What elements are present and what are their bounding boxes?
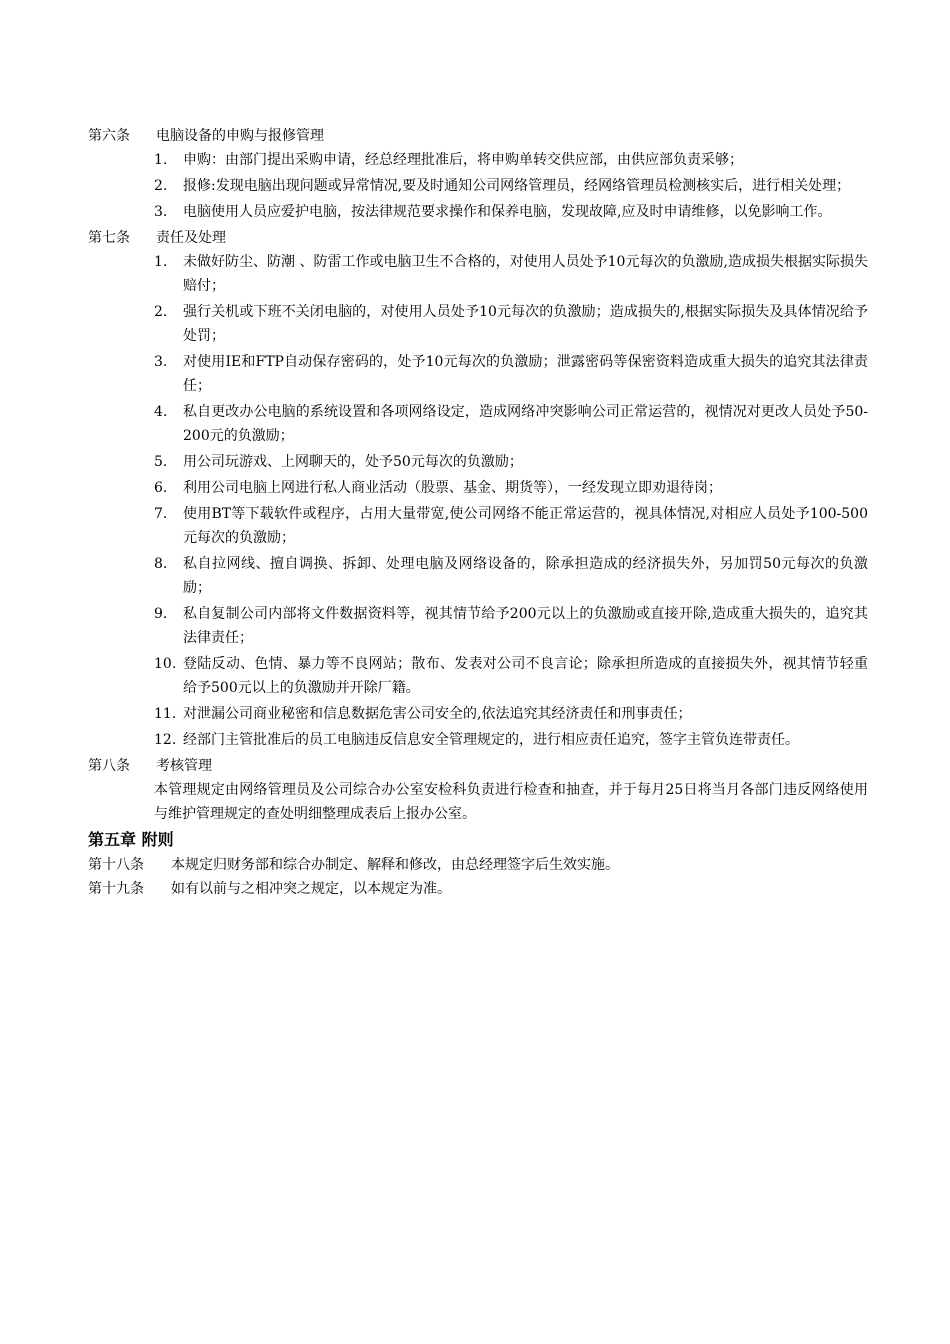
list-item	[154, 702, 868, 726]
article-6-list	[88, 148, 868, 224]
document-content	[88, 124, 868, 901]
list-item	[154, 200, 868, 224]
list-item-number: 12.	[154, 732, 177, 748]
list-item	[154, 476, 868, 500]
list-item-number: 4.	[154, 404, 168, 420]
article-19-text: 如有以前与之相冲突之规定，以本规定为准。	[171, 881, 451, 897]
article-7-list	[88, 250, 868, 752]
list-item-text: 报修:发现电脑出现问题或异常情况,要及时通知公司网络管理员，经网络管理员检测核实后，进行相关处理；	[183, 178, 851, 194]
list-item-text: 私自更改办公电脑的系统设置和各项网络设定，造成网络冲突影响公司正常运营的，视情况对更改人员处予50-200元的负激励；	[183, 404, 868, 444]
list-item-number: 5.	[154, 454, 168, 470]
list-item-number: 7.	[154, 506, 168, 522]
list-item-text: 私自复制公司内部将文件数据资料等，视其情节给予200元以上的负激励或直接开除,造成重大损失的，追究其法律责任；	[183, 606, 868, 646]
list-item-text: 电脑使用人员应爱护电脑，按法律规范要求操作和保养电脑，发现故障,应及时申请维修，以免影响工作。	[183, 204, 832, 220]
article-8-number: 第八条	[88, 758, 130, 774]
list-item-text: 申购：由部门提出采购申请，经总经理批准后，将申购单转交供应部，由供应部负责采够；	[183, 152, 743, 168]
list-item	[154, 502, 868, 550]
list-item-text: 未做好防尘、防潮 、防雷工作或电脑卫生不合格的，对使用人员处予10元每次的负激励,造成损失根据实际损失赔付；	[183, 254, 868, 294]
list-item-number: 2.	[154, 178, 168, 194]
article-7-title: 责任及处理	[156, 230, 226, 246]
article-18-line	[88, 853, 868, 877]
list-item-number: 1.	[154, 254, 168, 270]
article-6-heading	[88, 124, 868, 148]
list-item-text: 强行关机或下班不关闭电脑的，对使用人员处予10元每次的负激励；造成损失的,根据实际损失及具体情况给予处罚；	[183, 304, 868, 344]
list-item	[154, 450, 868, 474]
article-18-number: 第十八条	[88, 857, 144, 873]
list-item-number: 6.	[154, 480, 168, 496]
list-item-text: 利用公司电脑上网进行私人商业活动（股票、基金、期货等），一经发现立即劝退待岗；	[183, 480, 722, 496]
list-item	[154, 552, 868, 600]
list-item-number: 11.	[154, 706, 177, 722]
list-item-text: 对使用IE和FTP自动保存密码的，处予10元每次的负激励；泄露密码等保密资料造成重大损失的追究其法律责任；	[183, 354, 868, 394]
list-item-text: 对泄漏公司商业秘密和信息数据危害公司安全的,依法追究其经济责任和刑事责任；	[183, 706, 692, 722]
article-6-title: 电脑设备的申购与报修管理	[156, 128, 324, 144]
chapter-5-heading: 第五章 附则	[88, 830, 174, 849]
list-item-text: 用公司玩游戏、上网聊天的，处予50元每次的负激励；	[183, 454, 523, 470]
list-item	[154, 728, 868, 752]
list-item-number: 1.	[154, 152, 168, 168]
article-19-line	[88, 877, 868, 901]
article-7-number: 第七条	[88, 230, 130, 246]
list-item	[154, 400, 868, 448]
list-item-text: 登陆反动、色情、暴力等不良网站；散布、发表对公司不良言论；除承担所造成的直接损失外，视其情节轻重给予500元以上的负激励并开除厂籍。	[183, 656, 868, 696]
article-8-body: 本管理规定由网络管理员及公司综合办公室安检科负责进行检查和抽查，并于每月25日将当月各部门违反网络使用与维护管理规定的查处明细整理成表后上报办公室。	[154, 782, 868, 822]
list-item	[154, 148, 868, 172]
list-item	[154, 602, 868, 650]
list-item-number: 8.	[154, 556, 168, 572]
list-item-number: 9.	[154, 606, 168, 622]
list-item	[154, 350, 868, 398]
list-item-text: 私自拉网线、擅自调换、拆卸、处理电脑及网络设备的，除承担造成的经济损失外，另加罚50元每次的负激励；	[183, 556, 868, 596]
article-18-text: 本规定归财务部和综合办制定、解释和修改，由总经理签字后生效实施。	[171, 857, 619, 873]
list-item-text: 使用BT等下载软件或程序，占用大量带宽,使公司网络不能正常运营的，视具体情况,对相应人员处予100-500元每次的负激励；	[183, 506, 868, 546]
list-item	[154, 250, 868, 298]
list-item-text: 经部门主管批准后的员工电脑违反信息安全管理规定的，进行相应责任追究，签字主管负连带责任。	[183, 732, 799, 748]
list-item-number: 10.	[154, 656, 177, 672]
article-7-heading	[88, 226, 868, 250]
list-item	[154, 174, 868, 198]
list-item	[154, 300, 868, 348]
article-8-title: 考核管理	[156, 758, 212, 774]
article-8-heading	[88, 754, 868, 778]
list-item	[154, 652, 868, 700]
article-19-number: 第十九条	[88, 881, 144, 897]
list-item-number: 2.	[154, 304, 168, 320]
list-item-number: 3.	[154, 204, 168, 220]
list-item-number: 3.	[154, 354, 168, 370]
article-6-number: 第六条	[88, 128, 130, 144]
